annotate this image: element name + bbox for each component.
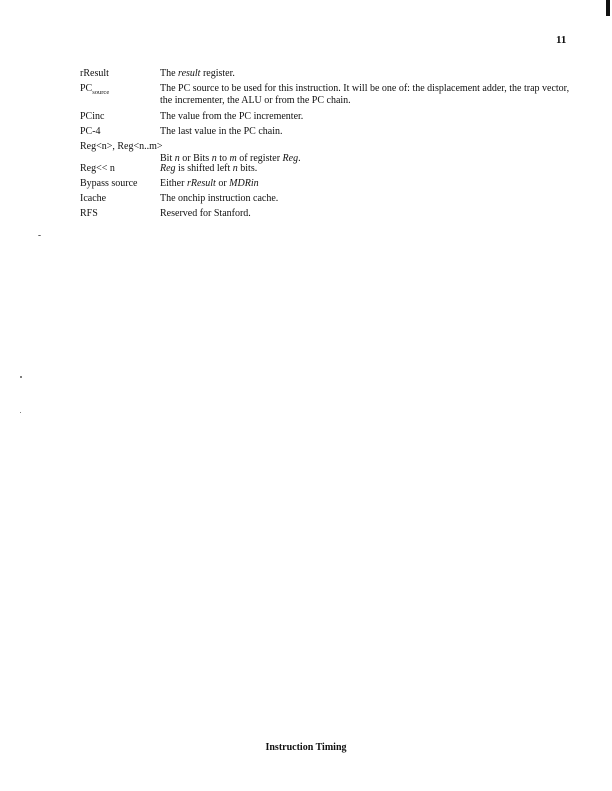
footer-section-title: Instruction Timing bbox=[265, 742, 347, 753]
glossary-definition bbox=[160, 193, 580, 205]
definition-text: to bbox=[216, 152, 230, 164]
definition-emphasis: m bbox=[229, 152, 237, 164]
glossary-entry bbox=[80, 208, 580, 223]
definition-emphasis: result bbox=[178, 68, 201, 79]
glossary-term: PC-4 bbox=[80, 126, 101, 137]
definition-text: . bbox=[298, 152, 301, 164]
glossary-definition bbox=[160, 111, 580, 123]
definition-text: The onchip instruction cache. bbox=[160, 193, 279, 204]
definition-emphasis: n bbox=[232, 163, 238, 174]
definition-emphasis: n bbox=[211, 152, 217, 164]
glossary-term: rResult bbox=[80, 68, 109, 79]
scan-speck bbox=[20, 376, 22, 378]
scan-edge-mark bbox=[606, 0, 610, 16]
definition-text: Bit bbox=[160, 152, 175, 164]
term-subscript: source bbox=[92, 89, 110, 96]
definition-emphasis: MDRin bbox=[229, 178, 259, 189]
glossary-definition bbox=[160, 68, 580, 80]
definition-text: Either bbox=[160, 178, 187, 189]
glossary-term: Bypass source bbox=[80, 178, 138, 189]
glossary-term: PCinc bbox=[80, 111, 105, 122]
page-number: 11 bbox=[556, 34, 567, 46]
definition-text: bits. bbox=[237, 163, 258, 174]
term-text: PC bbox=[80, 83, 93, 94]
glossary-term: RFS bbox=[80, 208, 98, 219]
definition-emphasis: n bbox=[174, 152, 180, 164]
glossary-term: Icache bbox=[80, 193, 107, 204]
glossary-entry bbox=[80, 83, 580, 111]
glossary-term: Reg<n>, Reg<n..m> bbox=[80, 141, 163, 152]
definition-text: The bbox=[160, 68, 179, 79]
definition-emphasis: Reg bbox=[282, 152, 299, 164]
definition-text: The PC source to be used for this instruction. It will be one of: the displacement adder, the trap vector, the incrementer, the ALU or from the PC chain. bbox=[160, 83, 570, 106]
glossary-definition bbox=[160, 83, 580, 106]
glossary-definition bbox=[160, 178, 580, 190]
definition-text: The last value in the PC chain. bbox=[160, 126, 283, 137]
glossary-term bbox=[80, 83, 109, 99]
glossary-entry bbox=[80, 193, 580, 208]
glossary-list bbox=[80, 68, 580, 223]
definition-emphasis: rResult bbox=[186, 178, 216, 189]
definition-emphasis: Reg bbox=[160, 163, 176, 174]
glossary-entry bbox=[80, 141, 580, 163]
glossary-entry bbox=[80, 68, 580, 83]
scan-speck bbox=[20, 412, 21, 413]
definition-text: of register bbox=[236, 152, 283, 164]
glossary-definition bbox=[160, 163, 580, 175]
glossary-entry bbox=[80, 126, 580, 141]
definition-text: register. bbox=[200, 68, 235, 79]
definition-text: The value from the PC incrementer. bbox=[160, 111, 304, 122]
glossary-definition bbox=[160, 208, 580, 220]
glossary-term: Reg<< n bbox=[80, 163, 115, 174]
scan-speck bbox=[38, 235, 41, 236]
glossary-entry bbox=[80, 163, 580, 178]
definition-text: is shifted left bbox=[175, 163, 233, 174]
glossary-definition bbox=[160, 126, 580, 138]
definition-text: or bbox=[215, 178, 230, 189]
glossary-entry bbox=[80, 111, 580, 126]
definition-text: or Bits bbox=[179, 152, 212, 164]
glossary-entry bbox=[80, 178, 580, 193]
definition-text: Reserved for Stanford. bbox=[160, 208, 251, 219]
